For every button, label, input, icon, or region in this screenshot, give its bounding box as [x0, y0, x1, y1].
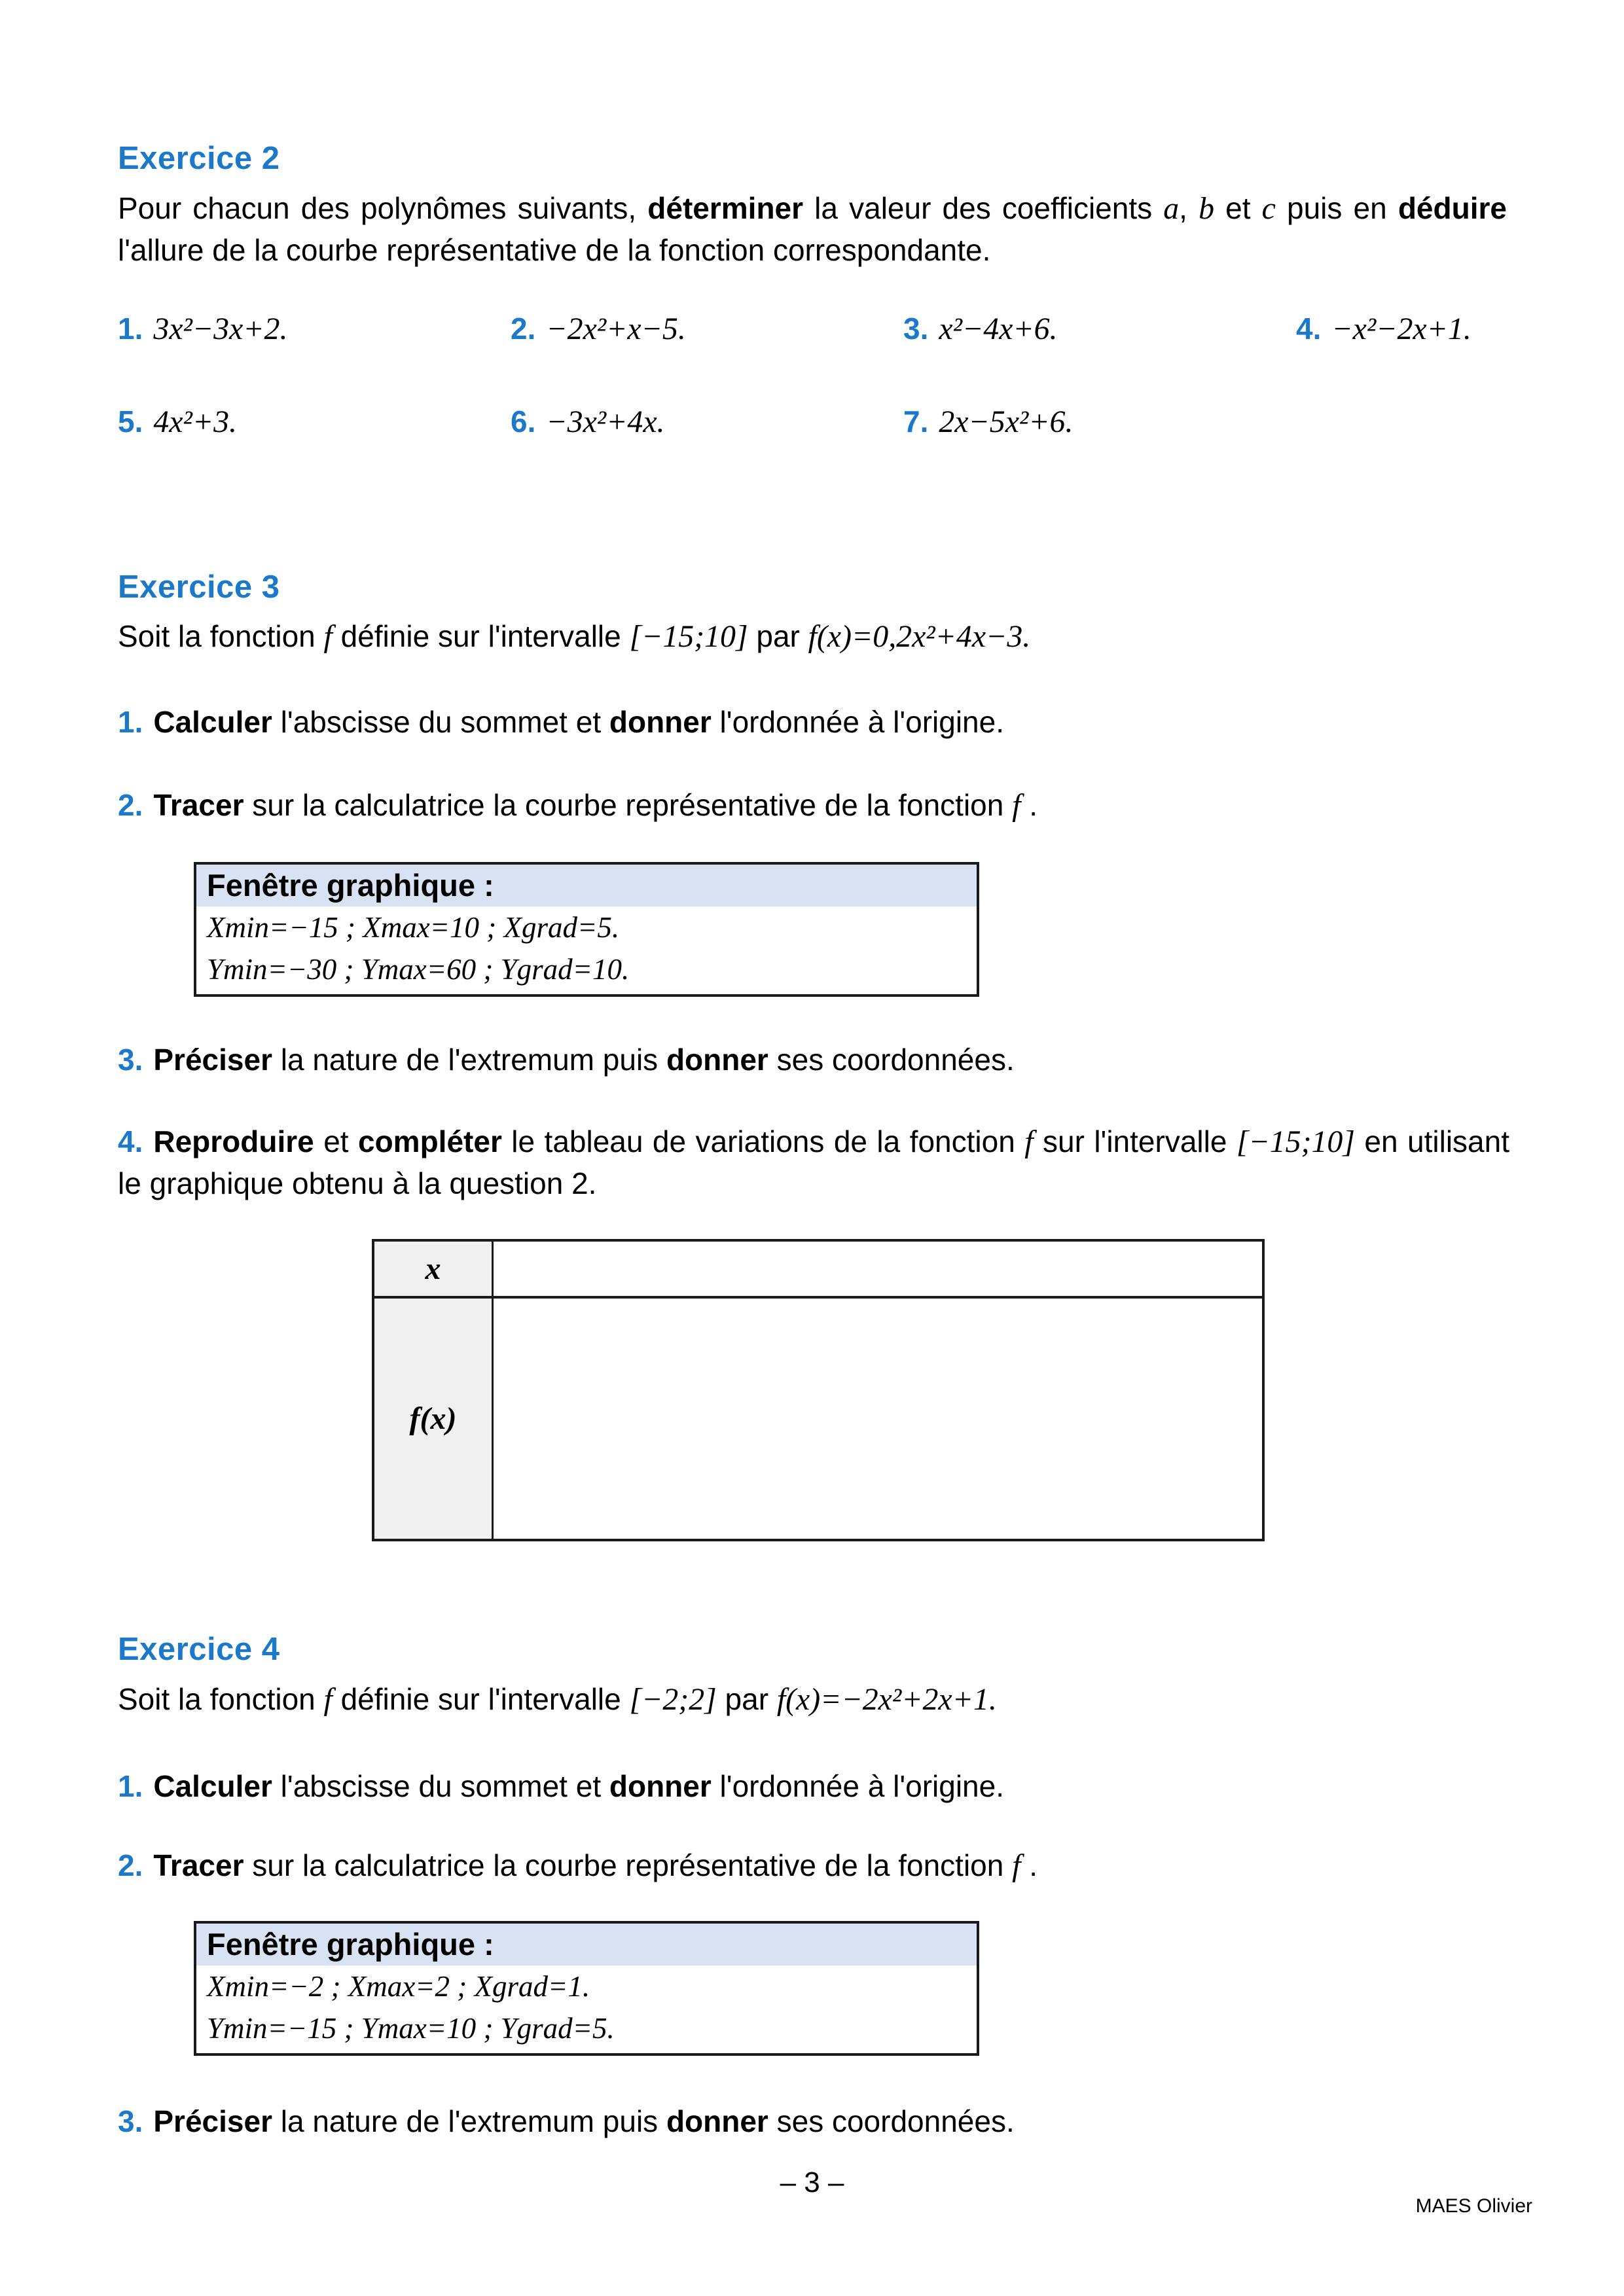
graph-window-title: Fenêtre graphique :: [196, 1924, 977, 1965]
graph-window-box-exercice-3: [194, 862, 979, 997]
graph-window-x-settings: Xmin=−2 ; Xmax=2 ; Xgrad=1.: [207, 1970, 590, 2003]
polynomial-item-4: 4. −x²−2x+1.: [1296, 312, 1471, 346]
polynomial-item-5: 5. 4x²+3.: [118, 404, 238, 439]
graph-window-title: Fenêtre graphique :: [196, 865, 977, 906]
exercice-3-intro: Soit la fonction f définie sur l'intervalle [−15;10] par f(x)=0,2x²+4x−3.: [118, 619, 1031, 654]
variation-table-x-values-cell: [494, 1242, 1262, 1299]
heading-exercice-4: Exercice 4: [118, 1632, 280, 1667]
exercice-3-question-3: 3. Préciser la nature de l'extremum puis donner ses coordonnées.: [118, 1043, 1015, 1077]
variation-table-fx-header-cell: [374, 1299, 494, 1539]
page-number: – 3 –: [780, 2166, 844, 2198]
polynomial-item-6: 6. −3x²+4x.: [511, 404, 665, 439]
heading-exercice-3: Exercice 3: [118, 569, 280, 605]
exercice-4-question-1: 1. Calculer l'abscisse du sommet et donner l'ordonnée à l'origine.: [118, 1769, 1004, 1803]
heading-exercice-2: Exercice 2: [118, 141, 280, 176]
graph-window-box-exercice-4: [194, 1921, 979, 2056]
variation-table-fx-values-cell: [494, 1299, 1262, 1539]
polynomial-item-7: 7. 2x−5x²+6.: [903, 404, 1074, 439]
variation-table-fx-label: f(x): [409, 1401, 457, 1436]
variation-table: [372, 1239, 1265, 1541]
exercice-2-intro: Pour chacun des polynômes suivants, déterminer la valeur des coefficients a, b et c puis en déduire l'allure de la courbe représentative de la fonction correspondante.: [118, 191, 1507, 268]
exercice-4-question-2: 2. Tracer sur la calculatrice la courbe représentative de la fonction f .: [118, 1848, 1038, 1883]
exercice-3-question-4: 4. Reproduire et compléter le tableau de variations de la fonction f sur l'intervalle [−15;10] en utilisant le graphique obtenu à la question 2.: [118, 1124, 1509, 1201]
exercice-4-question-3: 3. Préciser la nature de l'extremum puis donner ses coordonnées.: [118, 2104, 1015, 2138]
variation-table-x-label: x: [425, 1251, 441, 1286]
polynomial-item-1: 1. 3x²−3x+2.: [118, 312, 288, 346]
author-name: MAES Olivier: [1415, 2195, 1532, 2217]
graph-window-y-settings: Ymin=−15 ; Ymax=10 ; Ygrad=5.: [207, 2012, 615, 2045]
variation-table-x-header-cell: [374, 1242, 494, 1299]
graph-window-y-settings: Ymin=−30 ; Ymax=60 ; Ygrad=10.: [207, 953, 630, 986]
graph-window-x-settings: Xmin=−15 ; Xmax=10 ; Xgrad=5.: [207, 911, 620, 944]
polynomial-item-3: 3. x²−4x+6.: [903, 312, 1058, 346]
exercice-4-intro: Soit la fonction f définie sur l'intervalle [−2;2] par f(x)=−2x²+2x+1.: [118, 1682, 997, 1717]
polynomial-item-2: 2. −2x²+x−5.: [511, 312, 686, 346]
exercice-3-question-2: 2. Tracer sur la calculatrice la courbe représentative de la fonction f .: [118, 788, 1038, 823]
exercice-3-question-1: 1. Calculer l'abscisse du sommet et donner l'ordonnée à l'origine.: [118, 705, 1004, 739]
